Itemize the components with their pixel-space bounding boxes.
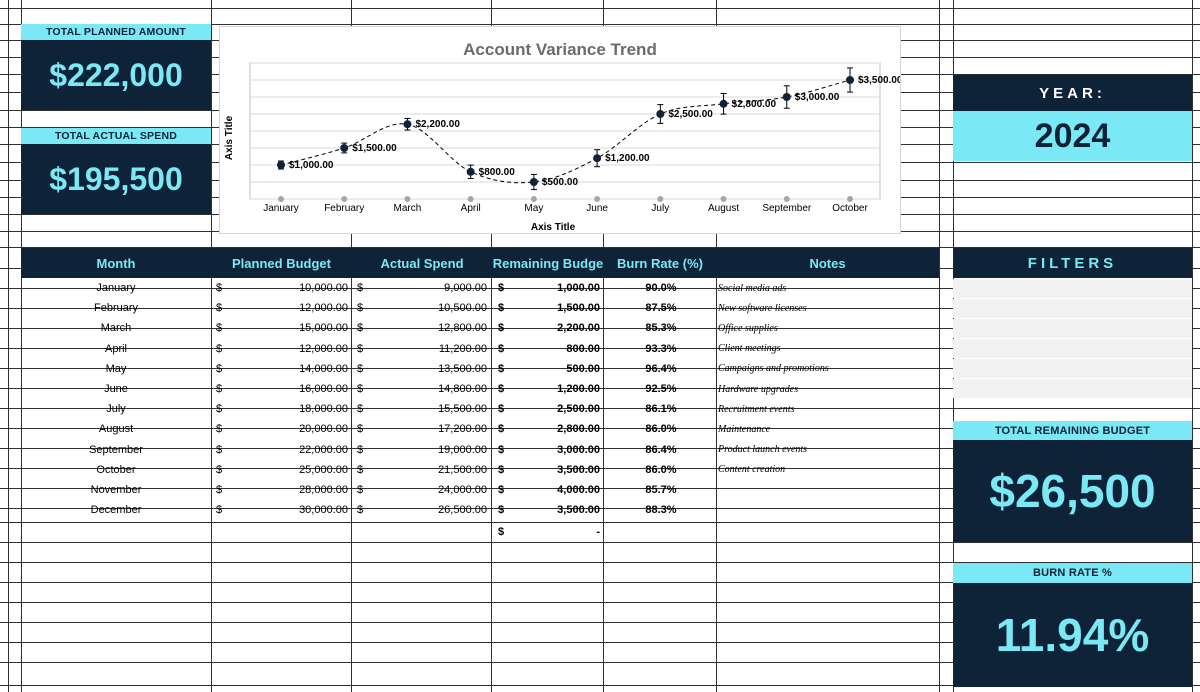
remaining-cell[interactable]: 2,200.00 [557, 322, 600, 335]
remaining-currency[interactable]: $ [498, 362, 505, 375]
remaining-cell[interactable]: 800.00 [566, 342, 600, 355]
x-tick-mark [784, 196, 790, 202]
remaining-currency[interactable]: $ [498, 443, 505, 456]
planned-currency[interactable]: $ [216, 362, 223, 375]
data-point[interactable] [846, 76, 854, 84]
month-cell[interactable]: July [106, 403, 126, 416]
x-tick-mark [531, 196, 537, 202]
planned-currency[interactable]: $ [216, 282, 223, 295]
data-label: $500.00 [541, 177, 579, 188]
burn-rate-cell[interactable]: 88.3% [645, 504, 677, 517]
notes-cell[interactable]: Hardware upgrades [718, 383, 799, 395]
remaining-currency[interactable]: $ [498, 342, 505, 355]
data-point[interactable] [720, 100, 728, 108]
planned-cell[interactable]: 10,000.00 [299, 282, 348, 295]
header-notes: Notes [809, 255, 846, 271]
data-label: $2,200.00 [415, 119, 460, 131]
notes-cell[interactable]: Social media ads [718, 282, 787, 294]
x-tick-mark [341, 196, 347, 202]
notes-cell[interactable] [718, 500, 938, 520]
remaining-cell[interactable]: 3,500.00 [557, 504, 600, 517]
notes-cell[interactable]: Office supplies [718, 322, 778, 334]
total-actual-value: $195,500 [21, 144, 211, 214]
month-cell[interactable]: January [96, 282, 136, 295]
burn-rate-cell[interactable]: 86.0% [645, 463, 677, 476]
filter-slot-1[interactable] [953, 279, 1192, 298]
x-tick-label: April [460, 203, 481, 214]
actual-currency[interactable]: $ [357, 342, 364, 355]
remaining-cell[interactable]: 2,500.00 [557, 403, 600, 416]
planned-cell[interactable]: 12,000.00 [299, 302, 348, 315]
data-label: $2,800.00 [731, 98, 777, 110]
actual-currency[interactable]: $ [357, 362, 364, 375]
planned-currency[interactable]: $ [216, 322, 223, 335]
total-planned-value: $222,000 [21, 40, 211, 110]
data-point[interactable] [340, 144, 348, 152]
burn-rate-label: BURN RATE % [953, 563, 1192, 583]
actual-currency[interactable]: $ [357, 483, 364, 496]
notes-cell[interactable]: Client meetings [718, 343, 781, 355]
data-label: $3,000.00 [794, 92, 840, 103]
planned-cell[interactable]: 18,000.00 [299, 403, 348, 416]
actual-cell[interactable]: 24,000.00 [438, 483, 487, 496]
remaining-cell[interactable]: 4,000.00 [557, 483, 600, 496]
burn-rate-cell[interactable]: 85.3% [645, 322, 677, 335]
actual-currency[interactable]: $ [357, 443, 364, 456]
data-label: $2,500.00 [668, 109, 713, 120]
remaining-currency[interactable]: $ [498, 383, 505, 396]
actual-cell[interactable]: 9,000.00 [444, 282, 487, 295]
month-cell[interactable]: August [98, 423, 134, 436]
filter-slot-3[interactable] [953, 319, 1192, 338]
actual-currency[interactable]: $ [357, 403, 364, 416]
planned-cell[interactable]: 14,000.00 [299, 362, 348, 375]
header-actual-spend: Actual Spend [380, 255, 464, 271]
month-cell[interactable]: June [104, 383, 128, 396]
burn-rate-cell[interactable]: 85.7% [645, 483, 677, 496]
total-remaining-value: $26,500 [953, 440, 1192, 542]
planned-currency[interactable]: $ [216, 302, 223, 315]
filters-header: FILTERS [953, 248, 1192, 278]
planned-currency[interactable]: $ [216, 463, 223, 476]
actual-cell[interactable]: 15,500.00 [438, 403, 487, 416]
actual-cell[interactable]: 12,800.00 [438, 322, 487, 335]
planned-currency[interactable]: $ [216, 403, 223, 416]
actual-cell[interactable]: 19,000.00 [438, 443, 487, 456]
data-label: $1,200.00 [605, 153, 650, 165]
planned-currency[interactable]: $ [216, 504, 223, 517]
x-tick-label: February [324, 203, 365, 214]
remaining-cell[interactable]: 1,200.00 [557, 383, 600, 396]
extra-remaining-currency: $ [498, 526, 505, 538]
remaining-cell[interactable]: 3,500.00 [557, 463, 600, 476]
month-cell[interactable]: September [89, 443, 143, 456]
year-value[interactable]: 2024 [953, 111, 1192, 161]
filter-slot-6[interactable] [953, 379, 1192, 398]
data-point[interactable] [403, 120, 411, 128]
data-label: $800.00 [478, 166, 515, 178]
data-point[interactable] [783, 93, 791, 101]
x-tick-mark [468, 196, 474, 202]
actual-currency[interactable]: $ [357, 282, 364, 295]
actual-cell[interactable]: 17,200.00 [438, 423, 487, 436]
filter-slot-2[interactable] [953, 299, 1192, 318]
header-burn-rate: Burn Rate (%) [617, 255, 703, 271]
filter-slot-4[interactable] [953, 339, 1192, 358]
month-cell[interactable]: February [93, 302, 139, 315]
remaining-currency[interactable]: $ [498, 403, 505, 416]
x-tick-label: March [393, 203, 422, 214]
planned-cell[interactable]: 22,000.00 [299, 443, 348, 456]
planned-cell[interactable]: 16,000.00 [299, 383, 348, 396]
actual-cell[interactable]: 10,500.00 [438, 302, 487, 315]
remaining-cell[interactable]: 1,000.00 [557, 282, 600, 295]
month-cell[interactable]: April [104, 342, 127, 355]
header-month: Month [96, 255, 136, 271]
y-axis-title: Axis Title [224, 115, 235, 161]
data-label: $3,500.00 [858, 75, 900, 86]
burn-rate-cell[interactable]: 92.5% [645, 383, 677, 396]
actual-currency[interactable]: $ [357, 463, 364, 476]
notes-cell[interactable]: New software licenses [718, 302, 807, 314]
total-remaining-label: TOTAL REMAINING BUDGET [953, 421, 1192, 440]
data-label: $1,000.00 [289, 160, 334, 171]
total-planned-label: TOTAL PLANNED AMOUNT [21, 24, 211, 40]
actual-cell[interactable]: 11,200.00 [438, 342, 487, 355]
actual-currency[interactable]: $ [357, 302, 364, 315]
header-remaining-budget: Remaining Budge [492, 255, 604, 271]
remaining-cell[interactable]: 3,000.00 [557, 443, 600, 456]
planned-currency[interactable]: $ [216, 342, 223, 355]
remaining-currency[interactable]: $ [498, 282, 505, 295]
x-axis-labels [263, 203, 868, 214]
actual-cell[interactable]: 14,800.00 [438, 383, 487, 396]
actual-currency[interactable]: $ [357, 504, 364, 517]
table-header [21, 248, 939, 278]
burn-rate-cell[interactable]: 96.4% [645, 362, 677, 375]
month-cell[interactable]: October [96, 463, 136, 476]
planned-cell[interactable]: 12,000.00 [299, 342, 348, 355]
month-cell[interactable]: May [105, 362, 127, 375]
burn-rate-cell[interactable]: 93.3% [645, 342, 677, 355]
remaining-currency[interactable]: $ [498, 302, 505, 315]
header-planned-budget: Planned Budget [232, 255, 331, 271]
notes-cell[interactable]: Recruitment events [718, 403, 795, 415]
x-tick-label: September [762, 203, 812, 214]
total-actual-label: TOTAL ACTUAL SPEND [21, 128, 211, 144]
planned-cell[interactable]: 20,000.00 [299, 423, 348, 436]
planned-currency[interactable]: $ [216, 423, 223, 436]
notes-cell[interactable]: Campaigns and promotions [718, 363, 829, 375]
burn-rate-cell[interactable]: 90.0% [645, 282, 677, 295]
x-tick-label: July [651, 203, 670, 214]
burn-rate-cell[interactable]: 86.4% [645, 443, 677, 456]
remaining-cell[interactable]: 500.00 [566, 362, 600, 375]
x-tick-mark [847, 196, 853, 202]
remaining-currency[interactable]: $ [498, 423, 505, 436]
burn-rate-cell[interactable]: 86.1% [645, 403, 677, 416]
remaining-currency[interactable]: $ [498, 504, 505, 517]
table-row-extra [21, 522, 939, 542]
extra-remaining-value: - [596, 526, 600, 538]
x-tick-label: January [263, 203, 299, 214]
burn-rate-value: 11.94% [953, 583, 1192, 687]
actual-cell[interactable]: 26,500.00 [438, 504, 487, 517]
notes-cell[interactable]: Maintenance [718, 423, 771, 435]
year-label: YEAR: [953, 75, 1192, 111]
planned-cell[interactable]: 28,000.00 [299, 483, 348, 496]
remaining-cell[interactable]: 1,500.00 [557, 302, 600, 315]
planned-cell[interactable]: 15,000.00 [299, 322, 348, 335]
planned-cell[interactable]: 25,000.00 [299, 463, 348, 476]
x-tick-label: May [524, 203, 544, 214]
remaining-currency[interactable]: $ [498, 463, 505, 476]
planned-currency[interactable]: $ [216, 443, 223, 456]
filter-slot-5[interactable] [953, 359, 1192, 378]
burn-rate-cell[interactable]: 87.5% [645, 302, 677, 315]
chart-title: Account Variance Trend [463, 40, 657, 59]
remaining-currency[interactable]: $ [498, 322, 505, 335]
data-point[interactable] [467, 168, 475, 176]
x-tick-mark [594, 196, 600, 202]
notes-cell[interactable] [718, 480, 938, 500]
actual-cell[interactable]: 13,500.00 [438, 362, 487, 375]
notes-cell[interactable]: Content creation [718, 464, 786, 476]
planned-cell[interactable]: 30,000.00 [299, 504, 348, 517]
x-tick-mark [657, 196, 663, 202]
actual-cell[interactable]: 21,500.00 [438, 463, 487, 476]
burn-rate-cell[interactable]: 86.0% [645, 423, 677, 436]
x-axis-title: Axis Title [530, 222, 576, 233]
month-cell[interactable]: March [100, 322, 132, 335]
actual-currency[interactable]: $ [357, 322, 364, 335]
chart-canvas [220, 27, 900, 233]
remaining-currency[interactable]: $ [498, 483, 505, 496]
actual-currency[interactable]: $ [357, 423, 364, 436]
x-tick-mark [721, 196, 727, 202]
planned-currency[interactable]: $ [216, 383, 223, 396]
x-tick-label: October [832, 203, 868, 214]
data-point[interactable] [656, 110, 664, 118]
actual-currency[interactable]: $ [357, 383, 364, 396]
x-tick-label: August [707, 203, 740, 214]
account-variance-chart[interactable] [219, 26, 901, 234]
notes-cell[interactable]: Product launch events [718, 444, 808, 456]
x-tick-mark [278, 196, 284, 202]
data-point[interactable] [277, 161, 285, 169]
x-tick-mark [404, 196, 410, 202]
planned-currency[interactable]: $ [216, 483, 223, 496]
data-point[interactable] [530, 178, 538, 186]
data-label: $1,500.00 [352, 143, 397, 154]
x-tick-label: June [586, 203, 608, 214]
remaining-cell[interactable]: 2,800.00 [557, 423, 600, 436]
month-cell[interactable]: November [90, 483, 142, 496]
data-point[interactable] [593, 154, 601, 162]
month-cell[interactable]: December [90, 504, 142, 517]
